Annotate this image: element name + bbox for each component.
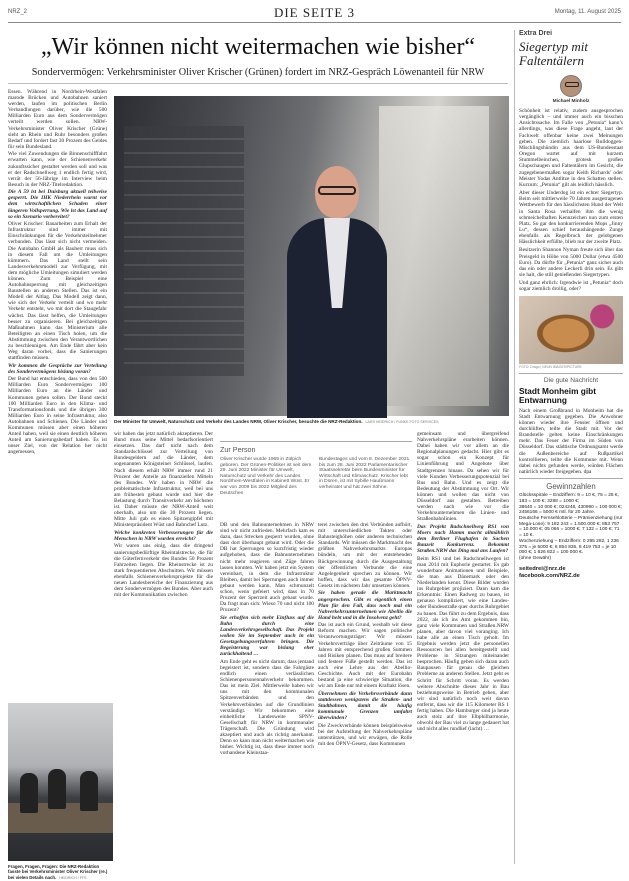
article-paragraph: terei zwischen den drei Verbünden aufhört, mit unterschiedlichen Takten oder Bahnsteighöhen oder anderen technischen Standards. Wir müssen die Marktmacht des größten Nahverkehrsmarkts Europas bündeln, um mit der entstehenden Rückgewinnung durch die Ausgestaltung der öffentlichen Verbunde die eine Angelegenheit sprechen zu können. Wir hoffen, dass wir das gesamte ÖPNV-Gesetz im nächsten Jahr umsetzen können. bbox=[318, 522, 412, 589]
interview-question: Welche konkreten Verbesserungen für die Menschen in NRW wurden erreicht? bbox=[114, 529, 213, 542]
article-column-5 bbox=[417, 431, 509, 863]
zur-person-box bbox=[220, 441, 412, 516]
article-paragraph: gemeinsam und übergreifend Nahverkehrspläne erarbeiten können. Dabei haben wir vor allem an die Regionalplanungen gedacht. Hier gibt es sogar schon ein Konzept für Linienführung und Angebote über Stadtgrenzen hinaus. Da sehen wir für viele Kunden Verbesserungspotenzial bei Bus und Bahn. Und es zeigt die Bedeutung der Abstimmung vor Ort. Wir können und wollen das nicht von Düsseldorf aus gestalten. Betreiben werden nach wie vor die Verkehrsunternehmen die Linien- und Straßenbahnlinien. bbox=[417, 431, 509, 523]
contact-facebook[interactable]: facebook.com/NRZ.de bbox=[519, 572, 580, 579]
interview-question: Übernehmen die Verkehrsverbände dann stattdessen wenigstens die Straßen- und Stadtbahnen, damit die häufig kommunale Grenzen umfahrt überwinden? bbox=[318, 690, 412, 722]
zur-person-text-right: Bundestages und vom 8. Dezember 2021 bis zum 28. Juni 2022 Parlamentarischer Staatssekretär beim Bundesminister für Wirtschaft und Klimaschutz. Krischer lebt in Düren, ist mit Sybille Haußmann verheiratet und hat zwei Söhne. bbox=[319, 457, 410, 490]
interview-question: Sie haben gerade die Marktmacht angesprochen. Gibt es eigentlich einen Plan für den Fall, dass noch mal ein Nahverkehrsunternehmen wie Abellio die Hand hebt und in die Insolvenz geht? bbox=[318, 590, 412, 621]
sidebar bbox=[519, 28, 623, 868]
main-article bbox=[8, 26, 509, 880]
article-paragraph: Das ist auch ein Grund, weshalb wir diese Reform machen. Wir sagen politische Verantwortungsträger: Wir müssen Verkehrsverträge über Zeiträume von 15 Jahren mit entsprechend großen Summen und Risiken planen. Das muss auf breitere und festere Füße gestellt werden. Das ist auch eine Lehre aus der Abellio-Geschichte. Auch mit der Eurobahn bestand ja eine schwierige Situation, die wir am Ende nur mit einem Kraftakt lösen. bbox=[318, 622, 412, 690]
section-title: DIE SEITE 3 bbox=[273, 5, 356, 20]
article-paragraph: wir haben das jetzt natürlich akzeptieren. Der Bund muss seine Mittel bedarfsorientiert einsetzen. Das darf nicht nach dem Standardschlüssel zur Verteilung von Bundesgeldern auf die Länder, dem sogenannten Königsteiner Schlüssel, laufen. Nach diesem erhält NRW immer rund 21 Prozent der Anteile an finanziellen Mitteln des Bundes. Wir haben in NRW die problematischste Infrastruktur, weil bei uns am frühesten gebaut wurde und hier die Belastung durch Transitverkehr am höchsten ist. Daher müsste der NRW-Anteil weit oberhalb, also um die 30 Prozent liegen. Mitte Juli gab es einen Spitzengipfel mit Ministerpräsident Wüst und Bahnchef Lutz. bbox=[114, 431, 213, 529]
minister-figure bbox=[282, 166, 392, 416]
minister-photo bbox=[114, 96, 509, 416]
sidebar-paragraph: Besitzerin Shannon Nyman freute sich über das Preisgeld in Höhe von 5000 Dollar (etwa 4500 Euro). Da dürfte für „Petunia“ ganz sicher auch das ein oder andere Leckerli drin sein. Es gibt sie halt, die still genießenden Siegertypen. bbox=[519, 247, 623, 279]
article-paragraph: Beim RS1 und bei Radschnellwegen ist man 2014 mit Euphorie gestartet. Es gab wunderbare Animationen und Beispiele, die man aus Dänemark oder den Niederlanden kennt. Diese Bilder wurden ins Ruhrgebiet projiziert. Dann kam die Erkenntnis: Einen Radweg zu bauen, ist genauso kompliziert, wie eine Landes- oder Bundesstraße quer durchs Ruhrgebiet zu bauen. Das führt zu dem Ergebnis, dass 2022, als ich ins Amt gekommen bin, ganz viele Kommunen und Straßen.NRW planen, aber davon viel voranging. Ich habe alle an einen Tisch geholt. Im Ergebnis werden jetzt die personellen Ressourcen bei allen bereitgestellt und Probleme in Sitzungen miteinander besprochen. Häufig geben sich daran auch Baupausen für genau die gleichen Probleme an anderen Stellen. Jetzt geht es Schritt für Schritt voran. Es werden weitere Abschnitte dieses Jahr in Bau beziehungsweise in Betrieb gehen, aber wir sind natürlich noch weit davon entfernt, dass wir die 115 Kilometer RS 1 fertig haben. Die Hamburger sind ja heute auch stolz auf ihre Elbphilharmonie, obwohl der Bau viel zu lange gedauert hat und nicht alles rundlief (lacht) … bbox=[417, 555, 509, 733]
article-paragraph: Oliver Krischer: Bauarbeiten zum Erhalt der Infrastruktur sind immer mit Einschränkungen für die Verkehrsteilnehmer verbunden. Das lässt sich nicht vermeiden. Die Autobahn GmbH als Bauherr muss sich in diesem Fall um die Umleitungen kümmern. Das Land stellt sein Landesverkehrsmodell zur Verfügung, mit dem mögliche Umleitungen simuliert werden können. Zum Beispiel eine Autobahnsperrung mit gleichzeitigen Baustellen an anderen Stellen. Das ist ein Modell der Altlag. Das Modell zeigt dann, wie sich der Verkehr verteilt und wo mehr Verkehr entsteht, wo mit dort die Staugefahr wächst. Das lässt helfen, die Umleitungen besser zu organisieren. Bei gleichzeitigen Maßnahmen kann das Ministerium alle Beteiligten an einen Tisch holen, um die Abstimmung zwischen den Verantwortlichen zu beschleunigen. Am Ende fährt aber kein Weg daran vorbei, dass die Sanierungen stattfinden müssen. bbox=[8, 221, 107, 362]
article-headline: „Wir können nicht weitermachen wie bisher“ bbox=[40, 34, 476, 60]
small-photo-caption-text: Fragen, Fragen, Fragen: Die NRZ-Redaktion fasste bei Verkehrsminister Oliver Krischer (re.) bei vielen Details nach. bbox=[8, 864, 108, 880]
sidebar-paragraph: Und ganz ehrlich: Irgendwie ist „Petunia“ doch sogar ziemlich drollig, oder? bbox=[519, 280, 623, 293]
zur-person-heading: Zur Person bbox=[220, 441, 412, 454]
interview-question: Das Projekt Radschnellweg RS1 von Moers nach Hamm macht allmählich dem Berliner Flughafen in Sachen Bauzeit Konkurrenz. Bekommt Straßen.NRW das Ding mal ans Laufen? bbox=[417, 523, 509, 555]
small-photo-credit: HEIDRICH / FFS bbox=[59, 875, 87, 880]
sidebar-author: Michael Minholz bbox=[552, 99, 590, 104]
zur-person-text-left: Oliver Krischer wurde 1969 in Zülpich geboren. Der Grünen-Politiker ist seit dem 29. Juni 2022 Minister für Umwelt, Naturschutz und Verkehr des Landes Nordrhein-Westfalen in Kabinett Wüst. Er war von 2009 bis 2022 Mitglied des Deutschen bbox=[220, 457, 312, 496]
interview-question: Wir kommen die Gespräche zur Verteilung des Sondervermögens bislang voran? bbox=[8, 362, 107, 375]
author-avatar bbox=[560, 75, 582, 97]
header-divider bbox=[8, 22, 621, 23]
article-paragraph: Die Zweckverbände können beispielsweise bei der Aufstellung der Nahverkehrspläne unterstützen, und wir erwägen, die Rolle mit den ÖPNV-Gesetz, dass Kommunen bbox=[318, 722, 412, 747]
sidebar-paragraph: Aber dieser Underdog ist ein echter Siegertyp. Beim seit mittlerweile 70 Jahren ausgetragenen Wettbewerb für den hässlichsten Hund der Welt in Santa Rosa verhalfen ihm die wenig schmeichelhaften Kennzeichen nun zum ersten Platz. So gar den konkurrierenden Mops „Jinny Lu“, dessen schief heraushängende Zunge ebenfalls als Regelbruch der gelobgenen Hässlichkeit erfüllte, blieb nur der zweite Platz. bbox=[519, 190, 623, 246]
page-header bbox=[8, 6, 621, 22]
lottery-heading: Gewinnzahlen bbox=[519, 478, 623, 491]
dog-photo-credit: FOTO: Drago | NEUN IMAGES/PICTURE bbox=[519, 364, 582, 369]
article-subheadline: Sondervermögen: Verkehrsminister Oliver Krischer (Grünen) fordert im NRZ-Gespräch Löwenanteil für NRW bbox=[31, 67, 485, 78]
article-paragraph: Wir waren uns einig, dass die dringend sanierungsbedürftige Rheintalstrecke, die für die Güterfernverkehr des Bundes 50 Prozent Fahrzeiten liegen. Die Rheinstrecke ist zu stark frequentierten Abschnitten. Wir müssen ebenfalls Schienenverkehrsprojekte für die neuen Landesbereiche der Finanzierung aus dem Sondervermögen des Bundes. Aber auch mit der Kommunikation zwischen bbox=[114, 543, 213, 599]
article-paragraph: Am Ende geht es nicht darum, dass jemand begeistert ist, sondern dass die Fahrgäste endlich einen verlässlichen Schienenpersonennahverkehr bekommen. Das ist mein Ziel. Mittlerweile haben wir uns mit den kommunalen Spitzenverbänden und den Verkehrsverbünden auf die Grundlinien verständigt. Wir bekommen eine einheitliche Landesweite SPNV-Gesellschaft für NRW in kommunaler Trägerschaft. Die Gründung wird akzeptiert und auch als richtig anerkannt. Denn so kann man nicht weitermachen wie bisher. Wichtig ist, dass diese immer noch vorhandene Kleinstaa- bbox=[220, 658, 314, 757]
article-paragraph: Der Bund hat entschieden, dass von den 500 Milliarden Euro Sondervermögen 100 Milliarden Euro an die Länder und Kommunen gehen sollen. Der Bund steckt 100 Milliarden Euro in den Klima- und Transformationsfonds und die übrigen 300 Milliarden Euro in seine Infrastruktur, also Autobahnen und Schienen. Die Länder und Kommunen müssen aber einen höheren Anteil haben, weil sie einen deutlich höheren Anteil am Sanierungsbedarf haben. Es ist unser Ziel, von der Relation her nicht angemessen, bbox=[8, 376, 107, 456]
photo-background-window bbox=[379, 106, 489, 406]
sidebar-title: Siegertyp mit Faltentälern bbox=[519, 39, 588, 68]
lottery-line: (ohne Gewähr) bbox=[519, 555, 551, 561]
lottery-line: Deutsche Fernsehlotterie – Prämienziehung (nur Mega-Lose): 9 182 243 = 1.500.000 €; 853 757 = 10.000 €; 05 066 = 1000 €; 7 132 = 100 €; 71 = 10 €. bbox=[519, 516, 623, 539]
main-photo-caption bbox=[114, 419, 509, 426]
article-column-4 bbox=[318, 522, 412, 862]
headline-divider bbox=[8, 83, 508, 84]
photo-background-shelf bbox=[124, 126, 244, 376]
article-column-3 bbox=[220, 522, 314, 862]
sidebar-text bbox=[519, 108, 623, 293]
lottery-line: Glücksspirale – Endziffern: 9 = 10 €, 75 = 25 €, 183 = 100 €; 3288 = 1000 €; bbox=[519, 493, 619, 504]
small-photo-caption bbox=[8, 864, 113, 881]
contact-email[interactable]: seitedrei@nrz.de bbox=[519, 565, 566, 572]
lottery-line: Wochenziehung – Endziffern: 0 295 282, 1 236 375 = je 5000 €; 6 854 835, 8 419 753 = je 10 000 €; 1 626 822 = 100 000 €. bbox=[519, 538, 619, 556]
sidebar-divider bbox=[514, 30, 515, 864]
page-number: NRZ_2 bbox=[8, 9, 28, 15]
issue-date: Montag, 11. August 2025 bbox=[554, 9, 621, 15]
interview-question: Die A 59 ist bei Duisburg aktuell teilweise gesperrt. Die IHK Niederrhein warnt vor dem wirtschaftlichen Schaden einer längeren Vollsperrung. Wie ist das Land auf so ein Szenario vorbereitet? bbox=[8, 189, 107, 220]
main-photo-caption-text: Der Minister für Umwelt, Naturschutz und Verkehr des Landes NRW, Oliver Krischer, besuchte die NRZ-Redaktion. bbox=[114, 419, 363, 424]
good-news-heading: Die gute Nachricht bbox=[519, 373, 623, 384]
article-column-2 bbox=[114, 431, 213, 861]
contact-info bbox=[519, 566, 623, 580]
good-news-text: Nach einem Großbrand in Monheim hat die Stadt Entwarnung gegeben. Die Anwohner können wieder ihre Fenster öffnen und durchlüften, teilte die Stadt mit. Vor der Brandstelle gelten keine Einschränkungen mehr. Das Feuer der Firma im Süden von Düsseldorf. Das städtische Ordnungsamt werde die Außenbereiche auf Rußpartikel kontrollieren, teilte die Kommune mit. Wenn dabei nichts gefunden werde, würden Flächen natürlich wieder freigegeben. dpa bbox=[519, 407, 623, 476]
editorial-meeting-photo bbox=[8, 703, 113, 861]
sidebar-paragraph: Schönheit ist relativ, zudem ausgesprochen vergänglich – und immer auch ein bisschen Ansichtssache. Im Falle von „Petunia“ kann’s allerdings, was diese Frage angeht, laut der Fachwelt offenbar keine zwei Meinungen geben. Die ziemlich haarlose Bulldoggen-Mischlingshündin aus dem US-Bundesstaat Oregon wartet auf mit kurzem Stummelbeinchen, grotesk großen Glupschaugen und Faltentälern im Gesicht, die zugegebenermaßen sogar Keith Richards’ oder Meister Yodas Antlitze in den Schatten stellen. Kurzum: „Petunia“ gilt als leidlich hässlich. bbox=[519, 108, 623, 188]
lottery-results bbox=[519, 493, 623, 561]
dog-photo bbox=[519, 296, 623, 364]
article-paragraph: Wie viel Zuwendungen die Binnenschifffahrt erwarten kann, wie der Schienenverkehr zukunftssicher gestaltet werden soll und was er der Radschnellweg 1 endlich fertig wird, verrät der 56-Jährige im Interview beim Besuch in der NRZ-Titelredaktion. bbox=[8, 151, 107, 188]
article-paragraph: DB und den Bahnunternehmen in NRW sind wir nicht zufrieden. Mehrfach kam es dazu, dass Strecken gesperrt wurden, ohne dass dort überhaupt gebaut wird. Oder die DB hat Sperrungen so kurzfristig wieder aufgehoben, dass die Bahnunternehmen nicht mehr reagieren und Züge fahren lassen konnten. Wir haben jetzt ein System vereinbart, in dem die Infrastruktur Bleiben, damit bei Sperrungen auch immer gebaut werden kann. Man schmunzelt schon, wenn gefeiert wird, dass in 70 Prozent der Sperrzeit auch gebaut wurde. Da fragt man sich: Wieso 70 und nicht 100 Prozent? bbox=[220, 522, 314, 614]
interview-question: Sie erhoffen sich mehr Einfluss auf die Bahn durch eine Landesverkehrsgesellschaft. Das Projekt wollen Sie im September auch in ein Gesetzgebungsverfahren bringen. Die Begeisterung war bislang eher zurückhaltend … bbox=[220, 614, 314, 658]
lottery-line: 38640 = 10 000 €; 024248, 430990 = 100 000 €; 2456166 = 5000 € mtl. für 20 Jahre. bbox=[519, 504, 622, 516]
article-paragraph: Essen. Während in Nordrhein-Westfalen marode Brücken und Autobahnen saniert werden, laufen im politischen Berlin Verhandlungen darüber, wie die 500 Milliarden Euro aus dem Sondervermögen verteilt werden sollen. NRW-Verkehrsminister Oliver Krischer (Grüne) sieht an Rhein und Ruhr besonders großen Bedarf und fordert fast 30 Prozent des Geldes für sein Bundesland. bbox=[8, 89, 107, 150]
main-photo-credit: LARS HEIDRICH / FUNKE FOTO SERVICES bbox=[365, 420, 439, 424]
article-column-1 bbox=[8, 89, 107, 701]
sidebar-kicker: Extra Drei bbox=[519, 30, 553, 37]
good-news-title: Stadt Monheim gibt Entwarnung bbox=[519, 385, 596, 406]
